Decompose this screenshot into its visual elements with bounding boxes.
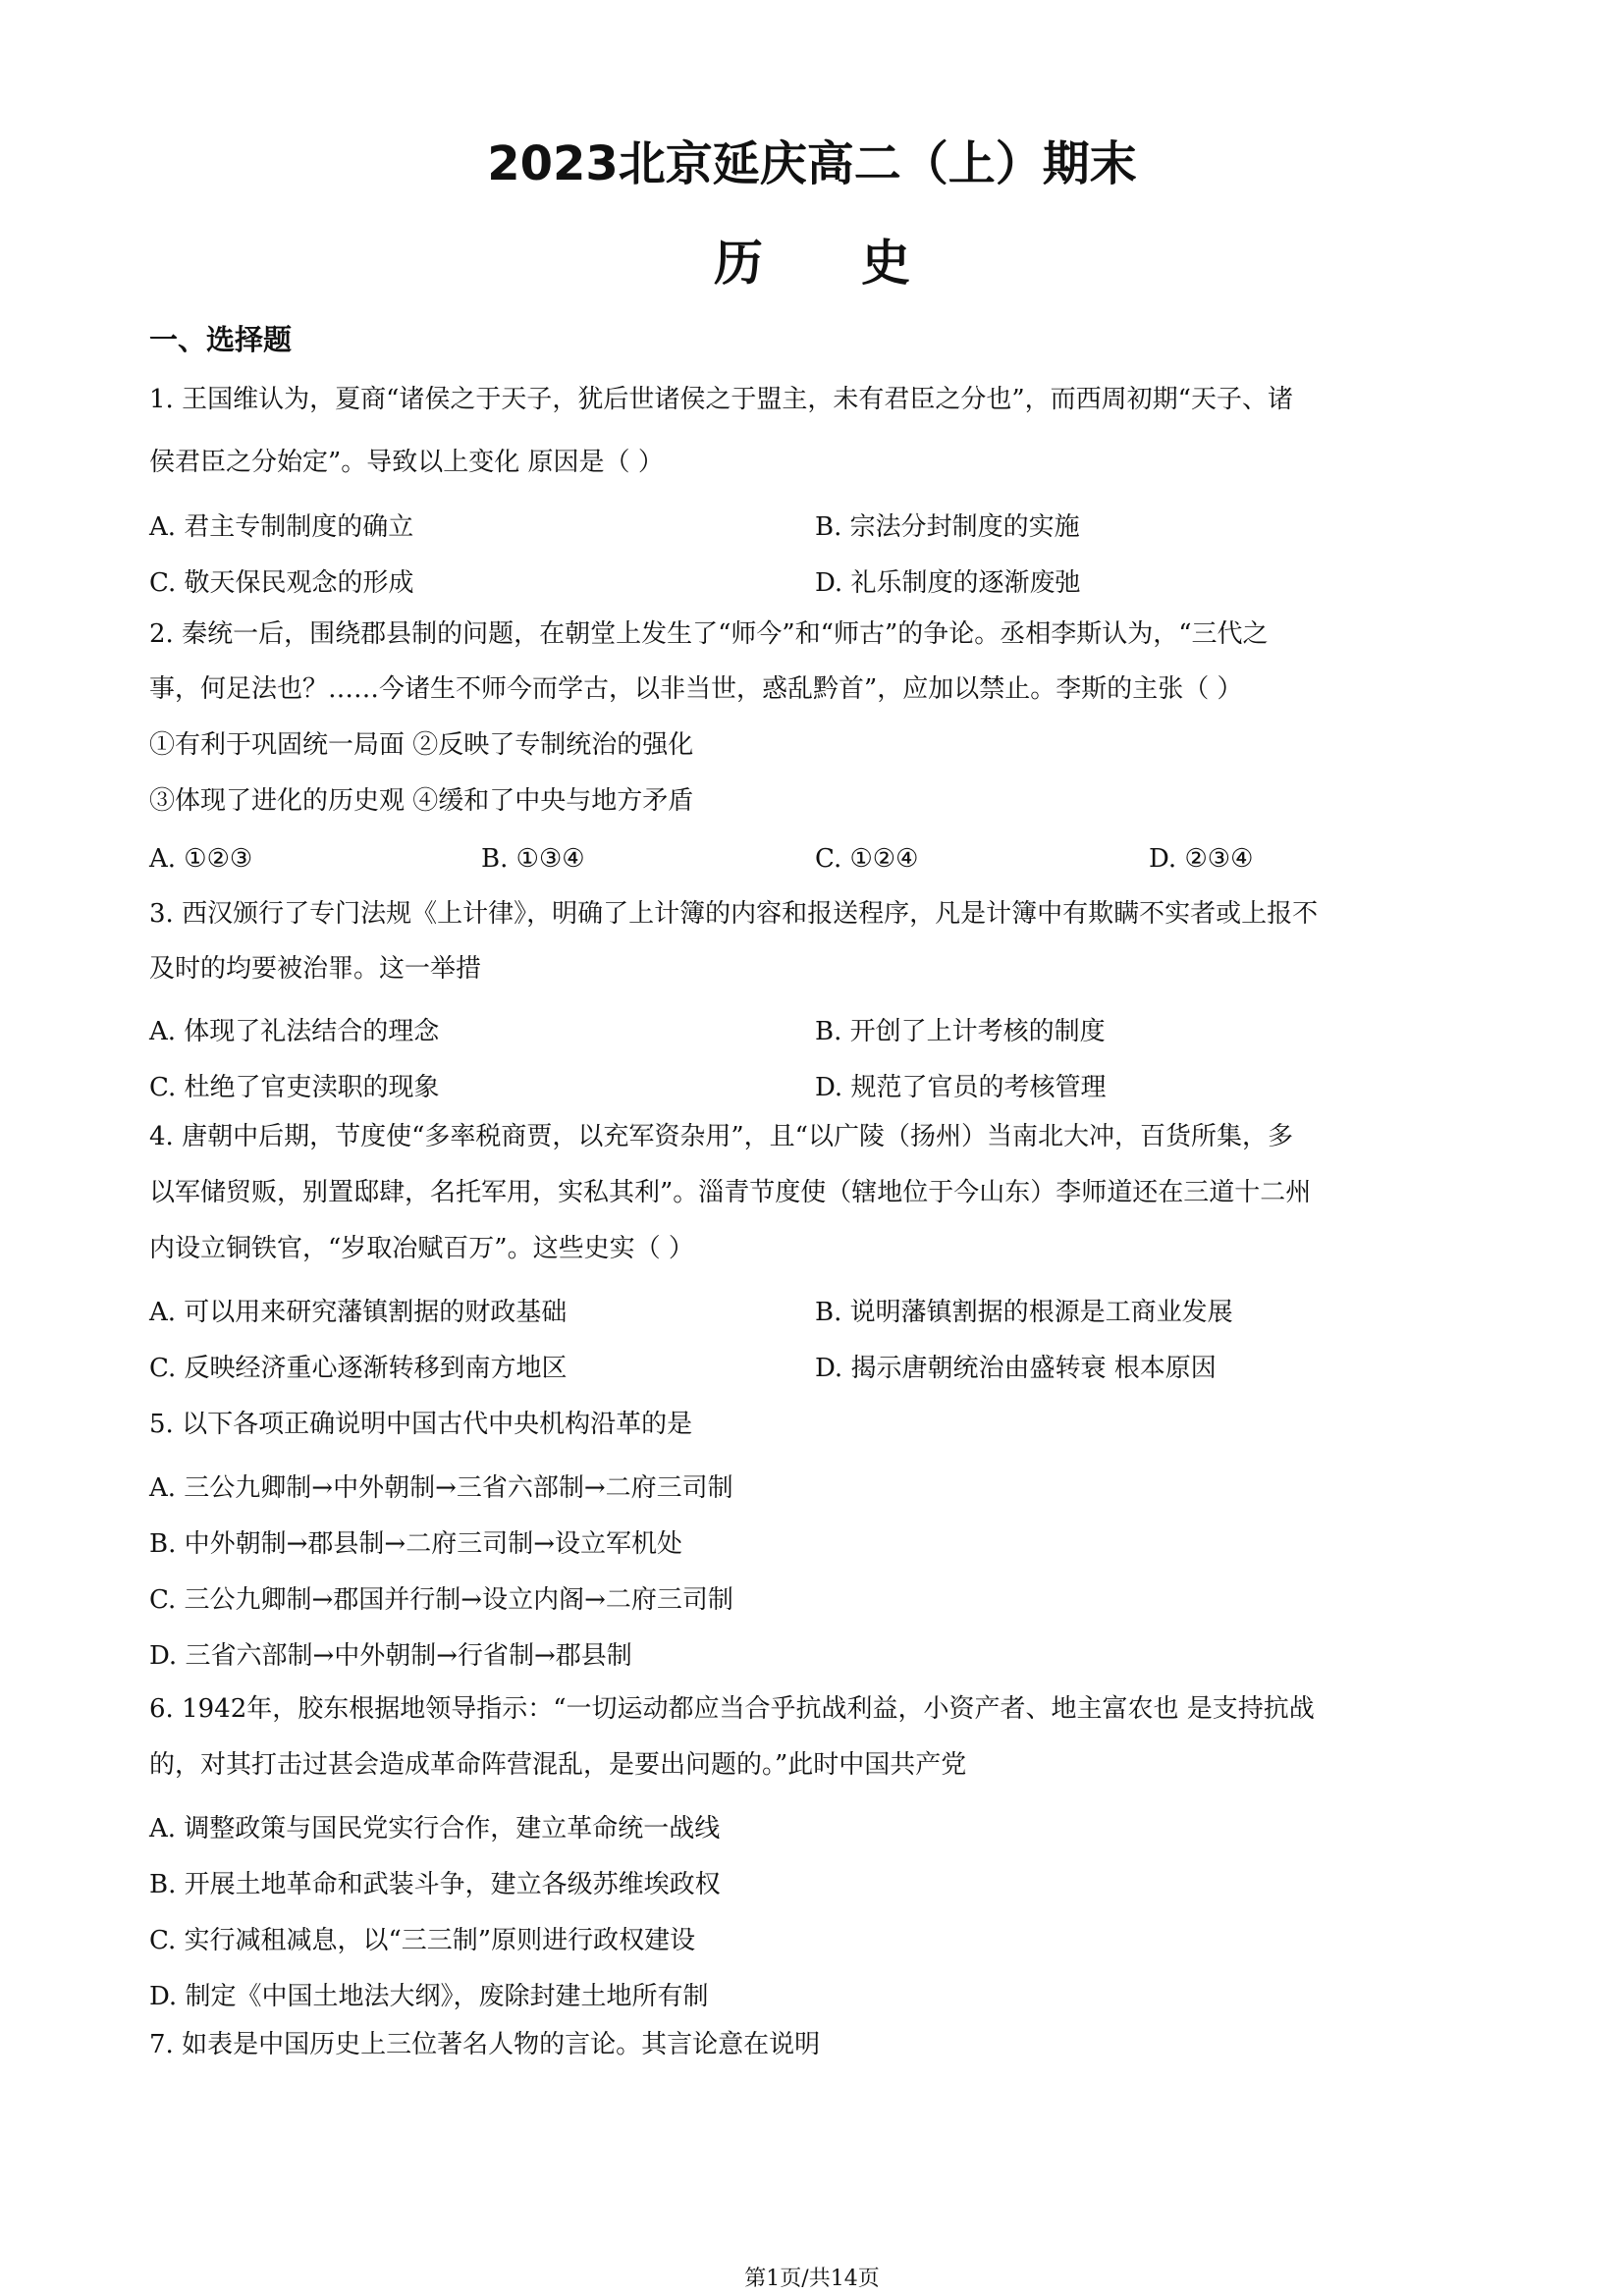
- q3-stem-line2: 及时的均要被治罪。这一举措: [149, 954, 482, 984]
- q5-option-a: A. 三公九卿制→中外朝制→三省六部制→二府三司制: [149, 1473, 733, 1503]
- q5-option-c: C. 三公九卿制→郡国并行制→设立内阁→二府三司制: [149, 1585, 733, 1615]
- q4-option-d: D. 揭示唐朝统治由盛转衰 根本原因: [815, 1354, 1217, 1383]
- page-title: 2023北京延庆高二（上）期末: [487, 136, 1137, 191]
- subject-title: 历史: [714, 235, 1008, 292]
- q4-stem-line2: 以军储贸贩，别置邸肆，名托军用，实私其利”。淄青节度使（辖地位于今山东）李师道还在三道十二州: [149, 1178, 1312, 1207]
- q4-option-a: A. 可以用来研究藩镇割据的财政基础: [149, 1298, 568, 1327]
- q1-option-a: A. 君主专制制度的确立: [149, 512, 414, 542]
- q2-option-b: B. ①③④: [481, 844, 585, 874]
- q2-statements-line2: ③体现了进化的历史观 ④缓和了中央与地方矛盾: [149, 786, 694, 816]
- q3-option-d: D. 规范了官员的考核管理: [815, 1073, 1107, 1102]
- q3-option-c: C. 杜绝了官吏渎职的现象: [149, 1073, 440, 1102]
- q6-option-d: D. 制定《中国土地法大纲》，废除封建土地所有制: [149, 1982, 709, 2011]
- q4-option-b: B. 说明藩镇割据的根源是工商业发展: [815, 1298, 1233, 1327]
- q6-option-c: C. 实行减租减息，以“三三制”原则进行政权建设: [149, 1926, 696, 1955]
- q6-stem-line1: 6. 1942年，胶东根据地领导指示：“一切运动都应当合乎抗战利益，小资产者、地主富农也 是支持抗战: [149, 1694, 1315, 1724]
- q5-option-d: D. 三省六部制→中外朝制→行省制→郡县制: [149, 1641, 632, 1671]
- q4-stem-line1: 4. 唐朝中后期，节度使“多率税商贾，以充军资杂用”，且“以广陵（扬州）当南北大冲，百货所集，多: [149, 1122, 1293, 1151]
- q6-option-a: A. 调整政策与国民党实行合作，建立革命统一战线: [149, 1814, 721, 1843]
- section-heading: 一、选择题: [149, 323, 293, 356]
- q1-stem-line2: 侯君臣之分始定”。导致以上变化 原因是（ ）: [149, 448, 664, 477]
- q2-statements-line1: ①有利于巩固统一局面 ②反映了专制统治的强化: [149, 730, 694, 760]
- q1-option-d: D. 礼乐制度的逐渐废弛: [815, 568, 1081, 598]
- q3-stem-line1: 3. 西汉颁行了专门法规《上计律》，明确了上计簿的内容和报送程序，凡是计簿中有欺瞒不实者或上报不: [149, 899, 1319, 929]
- q5-option-b: B. 中外朝制→郡县制→二府三司制→设立军机处: [149, 1529, 682, 1559]
- q1-option-b: B. 宗法分封制度的实施: [815, 512, 1080, 542]
- q2-stem-line2: 事，何足法也？……今诸生不师今而学古，以非当世，惑乱黔首”，应加以禁止。李斯的主张（ ）: [149, 674, 1243, 704]
- q3-option-b: B. 开创了上计考核的制度: [815, 1017, 1106, 1046]
- q5-stem-line1: 5. 以下各项正确说明中国古代中央机构沿革的是: [149, 1410, 693, 1439]
- q7-stem-line1: 7. 如表是中国历史上三位著名人物的言论。其言论意在说明: [149, 2030, 821, 2059]
- q2-option-c: C. ①②④: [815, 844, 919, 874]
- q1-option-c: C. 敬天保民观念的形成: [149, 568, 414, 598]
- page-number: 第1页/共14页: [744, 2267, 880, 2291]
- q1-stem-line1: 1. 王国维认为，夏商“诸侯之于天子，犹后世诸侯之于盟主，未有君臣之分也”，而西周初期“天子、诸: [149, 385, 1293, 414]
- q4-option-c: C. 反映经济重心逐渐转移到南方地区: [149, 1354, 568, 1383]
- q6-stem-line2: 的，对其打击过甚会造成革命阵营混乱，是要出问题的。”此时中国共产党: [149, 1750, 967, 1780]
- q2-stem-line1: 2. 秦统一后，围绕郡县制的问题，在朝堂上发生了“师今”和“师古”的争论。丞相李斯认为，“三代之: [149, 619, 1269, 649]
- q6-option-b: B. 开展土地革命和武装斗争，建立各级苏维埃政权: [149, 1870, 721, 1899]
- q4-stem-line3: 内设立铜铁官，“岁取冶赋百万”。这些史实（ ）: [149, 1234, 694, 1263]
- q2-option-d: D. ②③④: [1149, 844, 1254, 874]
- q2-option-a: A. ①②③: [149, 844, 253, 874]
- q3-option-a: A. 体现了礼法结合的理念: [149, 1017, 440, 1046]
